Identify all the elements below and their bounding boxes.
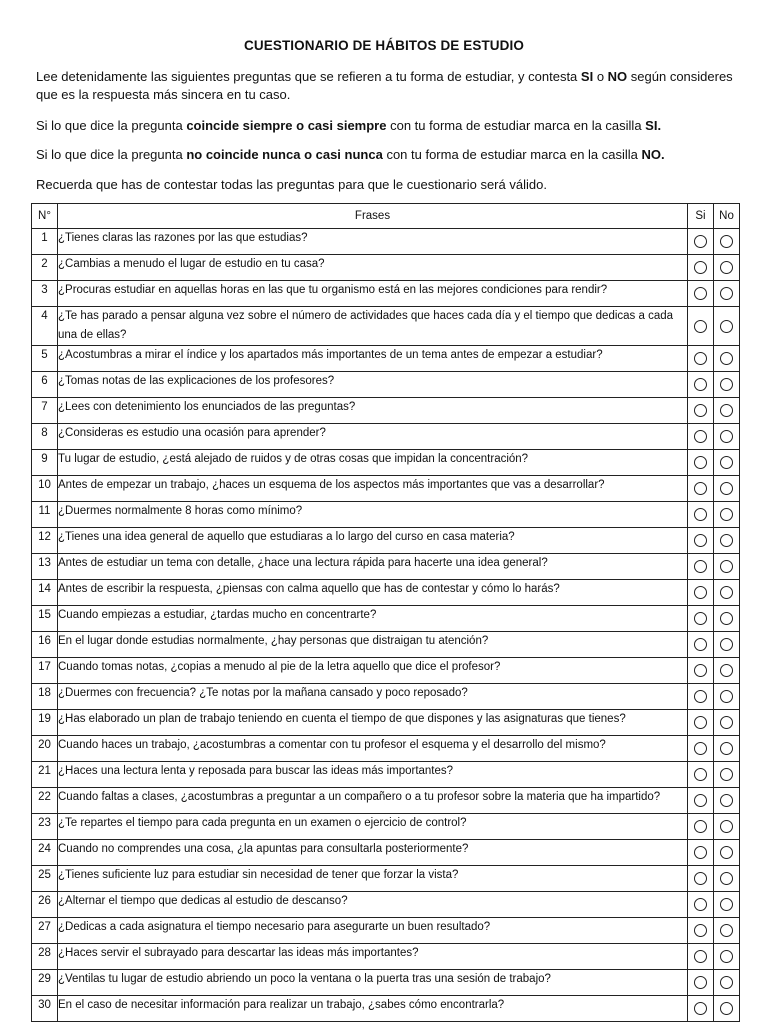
answer-no-radio[interactable] bbox=[720, 482, 733, 495]
question-number: 4 bbox=[32, 307, 58, 346]
answer-si-cell bbox=[688, 762, 714, 788]
answer-si-radio[interactable] bbox=[694, 261, 707, 274]
intro-si: SI bbox=[580, 69, 594, 84]
answer-no-cell bbox=[714, 372, 740, 398]
answer-si-radio[interactable] bbox=[694, 846, 707, 859]
question-text: Cuando no comprendes una cosa, ¿la apuntas para consultarla posteriormente? bbox=[58, 840, 688, 866]
question-number: 28 bbox=[32, 944, 58, 970]
answer-no-cell bbox=[714, 944, 740, 970]
answer-no-cell bbox=[714, 476, 740, 502]
questions-body bbox=[32, 229, 740, 1022]
answer-si-cell bbox=[688, 710, 714, 736]
intro-paragraph-4: Recuerda que has de contestar todas las preguntas para que le cuestionario será válido. bbox=[36, 177, 547, 192]
answer-si-radio[interactable] bbox=[694, 872, 707, 885]
answer-no-cell bbox=[714, 840, 740, 866]
answer-si-radio[interactable] bbox=[694, 820, 707, 833]
answer-si-cell bbox=[688, 398, 714, 424]
answer-no-radio[interactable] bbox=[720, 534, 733, 547]
answer-no-radio[interactable] bbox=[720, 320, 733, 333]
header-frases: Frases bbox=[58, 204, 688, 229]
table-row bbox=[32, 281, 740, 307]
answer-no-radio[interactable] bbox=[720, 560, 733, 573]
answer-no-cell bbox=[714, 788, 740, 814]
intro-no: NO bbox=[607, 69, 628, 84]
table-row bbox=[32, 476, 740, 502]
table-row bbox=[32, 346, 740, 372]
table-row bbox=[32, 580, 740, 606]
answer-si-cell bbox=[688, 281, 714, 307]
question-number: 2 bbox=[32, 255, 58, 281]
answer-no-radio[interactable] bbox=[720, 976, 733, 989]
answer-si-cell bbox=[688, 918, 714, 944]
answer-no-cell bbox=[714, 814, 740, 840]
answer-no-cell bbox=[714, 918, 740, 944]
question-number: 18 bbox=[32, 684, 58, 710]
answer-no-radio[interactable] bbox=[720, 690, 733, 703]
question-text: ¿Alternar el tiempo que dedicas al estudio de descanso? bbox=[58, 892, 688, 918]
question-number: 5 bbox=[32, 346, 58, 372]
answer-si-radio[interactable] bbox=[694, 716, 707, 729]
table-row bbox=[32, 450, 740, 476]
answer-si-cell bbox=[688, 684, 714, 710]
question-number: 12 bbox=[32, 528, 58, 554]
answer-si-radio[interactable] bbox=[694, 976, 707, 989]
table-row bbox=[32, 684, 740, 710]
answer-si-radio[interactable] bbox=[694, 287, 707, 300]
answer-no-cell bbox=[714, 996, 740, 1022]
question-number: 26 bbox=[32, 892, 58, 918]
question-number: 29 bbox=[32, 970, 58, 996]
question-number: 27 bbox=[32, 918, 58, 944]
answer-no-radio[interactable] bbox=[720, 716, 733, 729]
question-number: 11 bbox=[32, 502, 58, 528]
answer-no-radio[interactable] bbox=[720, 508, 733, 521]
answer-si-radio[interactable] bbox=[694, 1002, 707, 1015]
answer-si-radio[interactable] bbox=[694, 352, 707, 365]
header-number: N° bbox=[32, 204, 58, 229]
table-row bbox=[32, 424, 740, 450]
answer-si-radio[interactable] bbox=[694, 235, 707, 248]
answer-no-cell bbox=[714, 450, 740, 476]
table-row bbox=[32, 710, 740, 736]
answer-si-cell bbox=[688, 944, 714, 970]
questions-table bbox=[31, 203, 740, 1022]
question-text: ¿Ventilas tu lugar de estudio abriendo un poco la ventana o la puerta tras una sesión de trabajo? bbox=[58, 970, 688, 996]
question-number: 25 bbox=[32, 866, 58, 892]
answer-si-cell bbox=[688, 788, 714, 814]
question-text: ¿Has elaborado un plan de trabajo teniendo en cuenta el tiempo de que dispones y las asignaturas que tienes? bbox=[58, 710, 688, 736]
answer-no-cell bbox=[714, 658, 740, 684]
question-number: 13 bbox=[32, 554, 58, 580]
table-row bbox=[32, 918, 740, 944]
answer-si-cell bbox=[688, 229, 714, 255]
answer-si-radio[interactable] bbox=[694, 794, 707, 807]
question-text: ¿Tienes suficiente luz para estudiar sin necesidad de tener que forzar la vista? bbox=[58, 866, 688, 892]
answer-si-radio[interactable] bbox=[694, 508, 707, 521]
answer-no-cell bbox=[714, 710, 740, 736]
table-row bbox=[32, 736, 740, 762]
answer-no-cell bbox=[714, 307, 740, 346]
answer-no-cell bbox=[714, 606, 740, 632]
table-row bbox=[32, 554, 740, 580]
answer-no-radio[interactable] bbox=[720, 404, 733, 417]
table-row bbox=[32, 528, 740, 554]
table-row bbox=[32, 814, 740, 840]
answer-no-radio[interactable] bbox=[720, 378, 733, 391]
table-row bbox=[32, 255, 740, 281]
question-text: ¿Haces servir el subrayado para descartar las ideas más importantes? bbox=[58, 944, 688, 970]
question-text: Antes de estudiar un tema con detalle, ¿hace una lectura rápida para hacerte una idea general? bbox=[58, 554, 688, 580]
answer-si-radio[interactable] bbox=[694, 742, 707, 755]
intro-mark: SI. bbox=[645, 118, 662, 133]
answer-si-radio[interactable] bbox=[694, 320, 707, 333]
question-number: 3 bbox=[32, 281, 58, 307]
table-row bbox=[32, 996, 740, 1022]
answer-no-radio[interactable] bbox=[720, 1002, 733, 1015]
answer-no-cell bbox=[714, 580, 740, 606]
answer-no-radio[interactable] bbox=[720, 924, 733, 937]
table-row bbox=[32, 762, 740, 788]
answer-no-cell bbox=[714, 502, 740, 528]
answer-no-cell bbox=[714, 229, 740, 255]
question-text: En el lugar donde estudias normalmente, ¿hay personas que distraigan tu atención? bbox=[58, 632, 688, 658]
question-text: ¿Te has parado a pensar alguna vez sobre el número de actividades que haces cada día y el tiempo que dedicas a cada una de ellas? bbox=[58, 307, 688, 346]
question-number: 20 bbox=[32, 736, 58, 762]
answer-si-cell bbox=[688, 658, 714, 684]
answer-no-cell bbox=[714, 346, 740, 372]
question-number: 16 bbox=[32, 632, 58, 658]
question-text: Cuando faltas a clases, ¿acostumbras a preguntar a un compañero o a tu profesor sobre la materia que ha impartido? bbox=[58, 788, 688, 814]
question-text: Cuando empiezas a estudiar, ¿tardas mucho en concentrarte? bbox=[58, 606, 688, 632]
answer-si-cell bbox=[688, 632, 714, 658]
question-text: Antes de empezar un trabajo, ¿haces un esquema de los aspectos más importantes que vas a desarrollar? bbox=[58, 476, 688, 502]
page-title: CUESTIONARIO DE HÁBITOS DE ESTUDIO bbox=[244, 38, 524, 53]
answer-no-cell bbox=[714, 554, 740, 580]
question-number: 24 bbox=[32, 840, 58, 866]
answer-no-cell bbox=[714, 398, 740, 424]
question-text: ¿Acostumbras a mirar el índice y los apartados más importantes de un tema antes de empezar a estudiar? bbox=[58, 346, 688, 372]
answer-no-radio[interactable] bbox=[720, 794, 733, 807]
question-text: ¿Tienes claras las razones por las que estudias? bbox=[58, 229, 688, 255]
answer-no-radio[interactable] bbox=[720, 235, 733, 248]
answer-no-radio[interactable] bbox=[720, 352, 733, 365]
answer-si-cell bbox=[688, 840, 714, 866]
answer-si-cell bbox=[688, 476, 714, 502]
answer-no-cell bbox=[714, 892, 740, 918]
table-row bbox=[32, 398, 740, 424]
question-text: ¿Cambias a menudo el lugar de estudio en tu casa? bbox=[58, 255, 688, 281]
answer-no-cell bbox=[714, 970, 740, 996]
answer-no-radio[interactable] bbox=[720, 742, 733, 755]
table-row bbox=[32, 944, 740, 970]
question-text: ¿Lees con detenimiento los enunciados de las preguntas? bbox=[58, 398, 688, 424]
question-text: Antes de escribir la respuesta, ¿piensas con calma aquello que has de contestar y cómo lo harás? bbox=[58, 580, 688, 606]
question-text: ¿Tomas notas de las explicaciones de los profesores? bbox=[58, 372, 688, 398]
intro-text: Si lo que dice la pregunta bbox=[36, 118, 187, 133]
answer-no-cell bbox=[714, 736, 740, 762]
question-number: 22 bbox=[32, 788, 58, 814]
question-number: 6 bbox=[32, 372, 58, 398]
answer-no-cell bbox=[714, 281, 740, 307]
answer-si-cell bbox=[688, 255, 714, 281]
answer-si-cell bbox=[688, 450, 714, 476]
answer-no-radio[interactable] bbox=[720, 638, 733, 651]
answer-si-radio[interactable] bbox=[694, 586, 707, 599]
answer-si-radio[interactable] bbox=[694, 950, 707, 963]
question-number: 8 bbox=[32, 424, 58, 450]
table-row bbox=[32, 307, 740, 346]
header-no: No bbox=[714, 204, 740, 229]
answer-no-radio[interactable] bbox=[720, 456, 733, 469]
answer-no-radio[interactable] bbox=[720, 846, 733, 859]
answer-no-radio[interactable] bbox=[720, 950, 733, 963]
answer-no-cell bbox=[714, 632, 740, 658]
intro-bold: coincide siempre o casi siempre bbox=[186, 118, 387, 133]
intro-paragraph-1 bbox=[36, 68, 748, 104]
question-number: 30 bbox=[32, 996, 58, 1022]
table-row bbox=[32, 372, 740, 398]
answer-no-radio[interactable] bbox=[720, 872, 733, 885]
answer-si-radio[interactable] bbox=[694, 482, 707, 495]
answer-no-radio[interactable] bbox=[720, 586, 733, 599]
intro-text: Lee detenidamente las siguientes preguntas que se refieren a tu forma de estudiar, y contesta bbox=[36, 69, 581, 84]
question-text: Cuando tomas notas, ¿copias a menudo al pie de la letra aquello que dice el profesor? bbox=[58, 658, 688, 684]
table-row bbox=[32, 892, 740, 918]
question-number: 10 bbox=[32, 476, 58, 502]
answer-si-cell bbox=[688, 424, 714, 450]
answer-si-cell bbox=[688, 970, 714, 996]
answer-no-cell bbox=[714, 424, 740, 450]
answer-si-cell bbox=[688, 502, 714, 528]
answer-si-radio[interactable] bbox=[694, 664, 707, 677]
question-text: ¿Consideras es estudio una ocasión para aprender? bbox=[58, 424, 688, 450]
question-text: Tu lugar de estudio, ¿está alejado de ruidos y de otras cosas que impidan la concentración? bbox=[58, 450, 688, 476]
table-row bbox=[32, 632, 740, 658]
answer-si-radio[interactable] bbox=[694, 638, 707, 651]
answer-si-radio[interactable] bbox=[694, 612, 707, 625]
answer-si-cell bbox=[688, 580, 714, 606]
answer-si-radio[interactable] bbox=[694, 534, 707, 547]
question-text: ¿Duermes con frecuencia? ¿Te notas por la mañana cansado y poco reposado? bbox=[58, 684, 688, 710]
answer-si-radio[interactable] bbox=[694, 560, 707, 573]
intro-text: según consideres que es la respuesta más sincera en tu caso. bbox=[36, 69, 733, 102]
answer-si-cell bbox=[688, 996, 714, 1022]
answer-no-cell bbox=[714, 762, 740, 788]
table-row bbox=[32, 658, 740, 684]
intro-mark: NO. bbox=[641, 147, 665, 162]
table-row bbox=[32, 229, 740, 255]
answer-si-cell bbox=[688, 372, 714, 398]
answer-no-radio[interactable] bbox=[720, 820, 733, 833]
question-number: 15 bbox=[32, 606, 58, 632]
answer-no-cell bbox=[714, 684, 740, 710]
answer-si-radio[interactable] bbox=[694, 456, 707, 469]
question-text: En el caso de necesitar información para realizar un trabajo, ¿sabes cómo encontrarla? bbox=[58, 996, 688, 1022]
answer-no-cell bbox=[714, 255, 740, 281]
answer-si-cell bbox=[688, 528, 714, 554]
answer-si-cell bbox=[688, 307, 714, 346]
table-row bbox=[32, 606, 740, 632]
intro-paragraph-2 bbox=[36, 117, 748, 135]
answer-si-cell bbox=[688, 554, 714, 580]
answer-si-radio[interactable] bbox=[694, 924, 707, 937]
answer-no-radio[interactable] bbox=[720, 287, 733, 300]
answer-no-radio[interactable] bbox=[720, 261, 733, 274]
intro-text: o bbox=[593, 69, 608, 84]
question-text: ¿Haces una lectura lenta y reposada para buscar las ideas más importantes? bbox=[58, 762, 688, 788]
answer-si-cell bbox=[688, 606, 714, 632]
question-number: 9 bbox=[32, 450, 58, 476]
answer-no-radio[interactable] bbox=[720, 664, 733, 677]
question-number: 21 bbox=[32, 762, 58, 788]
table-row bbox=[32, 970, 740, 996]
question-text: Cuando haces un trabajo, ¿acostumbras a comentar con tu profesor el esquema y el desarrollo del mismo? bbox=[58, 736, 688, 762]
question-number: 17 bbox=[32, 658, 58, 684]
answer-no-cell bbox=[714, 528, 740, 554]
answer-si-cell bbox=[688, 866, 714, 892]
answer-si-radio[interactable] bbox=[694, 898, 707, 911]
intro-text: con tu forma de estudiar marca en la casilla bbox=[386, 118, 646, 133]
answer-si-cell bbox=[688, 892, 714, 918]
intro-paragraph-3 bbox=[36, 146, 748, 164]
table-row bbox=[32, 502, 740, 528]
answer-no-radio[interactable] bbox=[720, 768, 733, 781]
question-number: 1 bbox=[32, 229, 58, 255]
question-number: 23 bbox=[32, 814, 58, 840]
answer-no-radio[interactable] bbox=[720, 898, 733, 911]
table-row bbox=[32, 788, 740, 814]
question-text: ¿Duermes normalmente 8 horas como mínimo? bbox=[58, 502, 688, 528]
answer-si-cell bbox=[688, 346, 714, 372]
intro-text: con tu forma de estudiar marca en la casilla bbox=[382, 147, 642, 162]
table-row bbox=[32, 840, 740, 866]
question-number: 19 bbox=[32, 710, 58, 736]
answer-si-radio[interactable] bbox=[694, 768, 707, 781]
answer-si-radio[interactable] bbox=[694, 430, 707, 443]
table-header-row bbox=[32, 204, 740, 229]
question-text: ¿Tienes una idea general de aquello que estudiaras a lo largo del curso en casa materia? bbox=[58, 528, 688, 554]
answer-no-radio[interactable] bbox=[720, 430, 733, 443]
answer-si-radio[interactable] bbox=[694, 404, 707, 417]
question-number: 7 bbox=[32, 398, 58, 424]
question-number: 14 bbox=[32, 580, 58, 606]
table-row bbox=[32, 866, 740, 892]
intro-text: Si lo que dice la pregunta bbox=[36, 147, 187, 162]
answer-no-cell bbox=[714, 866, 740, 892]
answer-no-radio[interactable] bbox=[720, 612, 733, 625]
answer-si-radio[interactable] bbox=[694, 378, 707, 391]
question-text: ¿Te repartes el tiempo para cada pregunta en un examen o ejercicio de control? bbox=[58, 814, 688, 840]
header-si: Si bbox=[688, 204, 714, 229]
answer-si-radio[interactable] bbox=[694, 690, 707, 703]
answer-si-cell bbox=[688, 814, 714, 840]
intro-bold: no coincide nunca o casi nunca bbox=[186, 147, 383, 162]
question-text: ¿Procuras estudiar en aquellas horas en las que tu organismo está en las mejores condiciones para rendir? bbox=[58, 281, 688, 307]
answer-si-cell bbox=[688, 736, 714, 762]
question-text: ¿Dedicas a cada asignatura el tiempo necesario para asegurarte un buen resultado? bbox=[58, 918, 688, 944]
